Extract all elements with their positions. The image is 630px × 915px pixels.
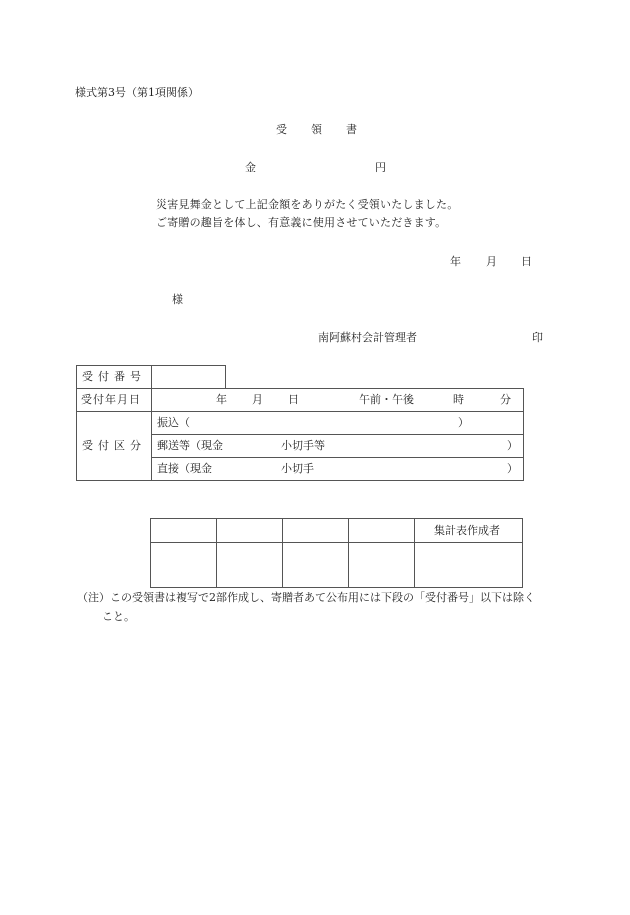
type-direct-check: 小切手: [281, 462, 314, 475]
date-month: 月: [486, 255, 497, 268]
date-year: 年: [450, 255, 461, 268]
receipt-number-label: 受付番号: [82, 370, 146, 383]
table-border: [76, 365, 77, 481]
stamp-cell[interactable]: [217, 543, 282, 587]
recipient-honorific: 様: [172, 293, 183, 306]
body-line-1: 災害見舞金として上記金額をありがたく受領いたしました。: [156, 198, 459, 211]
title-char: 受: [276, 123, 287, 136]
type-direct-close: ）: [507, 462, 518, 475]
receipt-date-year: 年: [216, 393, 227, 406]
table-border: [76, 388, 524, 389]
title-char: 領: [311, 123, 322, 136]
table-border: [523, 388, 524, 481]
table-border: [76, 480, 524, 481]
receipt-number-field[interactable]: [152, 366, 225, 388]
title-char: 書: [346, 123, 357, 136]
receipt-date-month: 月: [252, 393, 263, 406]
receipt-date-day: 日: [288, 393, 299, 406]
table-border: [225, 365, 226, 389]
note-prefix: （注）: [77, 591, 110, 604]
tally-creator-header: 集計表作成者: [434, 524, 500, 537]
table-border: [76, 411, 524, 412]
table-border: [522, 518, 523, 588]
seal-mark: 印: [532, 331, 543, 344]
stamp-cell[interactable]: [283, 543, 348, 587]
receipt-date-label: 受付年月日: [81, 393, 141, 406]
amount-prefix: 金: [245, 161, 256, 174]
note-line-1: [77, 592, 535, 603]
type-transfer: 振込（: [157, 416, 190, 429]
amount-suffix: 円: [375, 161, 386, 174]
form-number: 様式第3号（第1項関係）: [75, 86, 199, 99]
stamp-cell[interactable]: [349, 543, 414, 587]
receipt-type-label: 受付区分: [82, 439, 146, 452]
table-border: [151, 434, 524, 435]
body-line-2: ご寄贈の趣旨を体し、有意義に使用させていただきます。: [156, 216, 447, 229]
stamp-cell[interactable]: [151, 543, 216, 587]
receipt-ampm: 午前・午後: [359, 393, 414, 406]
type-mail-check: 小切手等: [281, 439, 325, 452]
receipt-hour: 時: [453, 393, 464, 406]
note-text: この受領書は複写で2部作成し、寄贈者あて公布用には下段の「受付番号」以下は除く: [110, 591, 535, 604]
type-mail-close: ）: [507, 439, 518, 452]
type-direct: 直接（現金: [157, 462, 212, 475]
type-transfer-close: ）: [458, 416, 469, 429]
tally-creator-stamp-cell[interactable]: [415, 543, 522, 587]
date-day: 日: [521, 255, 532, 268]
type-mail: 郵送等（現金: [157, 439, 223, 452]
note-line-2: こと。: [102, 610, 135, 623]
table-border: [150, 587, 523, 588]
issuer-name: 南阿蘇村会計管理者: [318, 331, 417, 344]
receipt-minute: 分: [500, 393, 511, 406]
table-border: [151, 457, 524, 458]
table-border: [150, 518, 523, 519]
